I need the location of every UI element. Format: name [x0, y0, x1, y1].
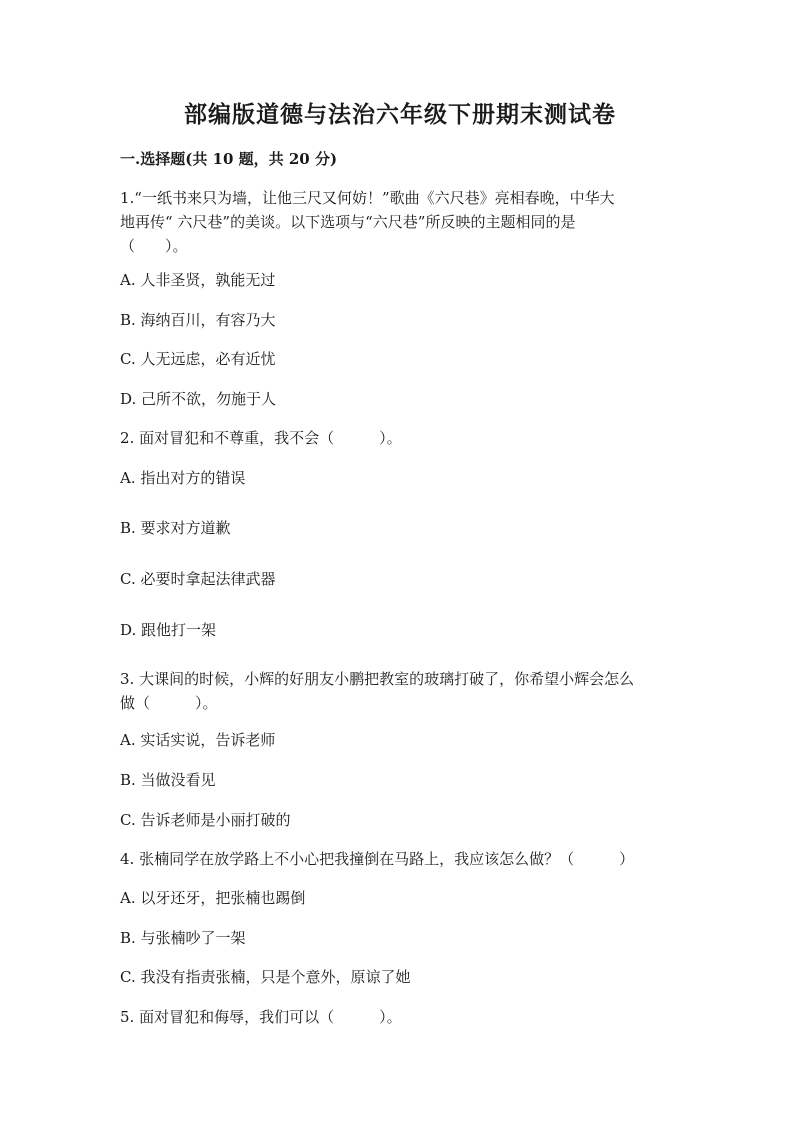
- question-2-option-c: C. 必要时拿起法律武器: [120, 570, 276, 588]
- question-2-line-1: 2. 面对冒犯和不尊重，我不会（ ）。: [120, 429, 402, 447]
- question-2-option-a: A. 指出对方的错误: [120, 469, 246, 487]
- question-4-option-c: C. 我没有指责张楠，只是个意外，原谅了她: [120, 968, 411, 986]
- question-4-option-a: A. 以牙还牙，把张楠也踢倒: [120, 889, 306, 907]
- page-title: 部编版道德与法治六年级下册期末测试卷: [184, 101, 616, 128]
- question-1-option-a: A. 人非圣贤，孰能无过: [120, 271, 276, 289]
- question-3-option-b: B. 当做没看见: [120, 771, 216, 789]
- question-5-line-1: 5. 面对冒犯和侮辱，我们可以（ ）。: [120, 1008, 402, 1026]
- question-3-option-c: C. 告诉老师是小丽打破的: [120, 811, 291, 829]
- question-1-line-1: 1.“一纸书来只为墙，让他三尺又何妨！”歌曲《六尺巷》亮相春晚，中华大: [120, 189, 615, 207]
- question-1-option-b: B. 海纳百川，有容乃大: [120, 311, 276, 329]
- question-2-option-d: D. 跟他打一架: [120, 621, 217, 639]
- section-heading: 一.选择题(共 10 题，共 20 分): [120, 150, 338, 168]
- question-3-line-1: 3. 大课间的时候，小辉的好朋友小鹏把教室的玻璃打破了，你希望小辉会怎么: [120, 670, 635, 688]
- question-1-option-d: D. 己所不欲，勿施于人: [120, 390, 277, 408]
- question-1-option-c: C. 人无远虑，必有近忧: [120, 350, 276, 368]
- question-4-line-1: 4. 张楠同学在放学路上不小心把我撞倒在马路上，我应该怎么做？（ ）: [120, 850, 635, 868]
- question-2-option-b: B. 要求对方道歉: [120, 519, 231, 537]
- question-3-option-a: A. 实话实说，告诉老师: [120, 731, 276, 749]
- question-1-line-2: 地再传“ 六尺巷”的美谈。以下选项与“六尺巷”所反映的主题相同的是: [120, 213, 576, 231]
- question-3-line-2: 做（ ）。: [120, 694, 218, 712]
- question-1-line-3: （ ）。: [120, 237, 188, 255]
- question-4-option-b: B. 与张楠吵了一架: [120, 929, 246, 947]
